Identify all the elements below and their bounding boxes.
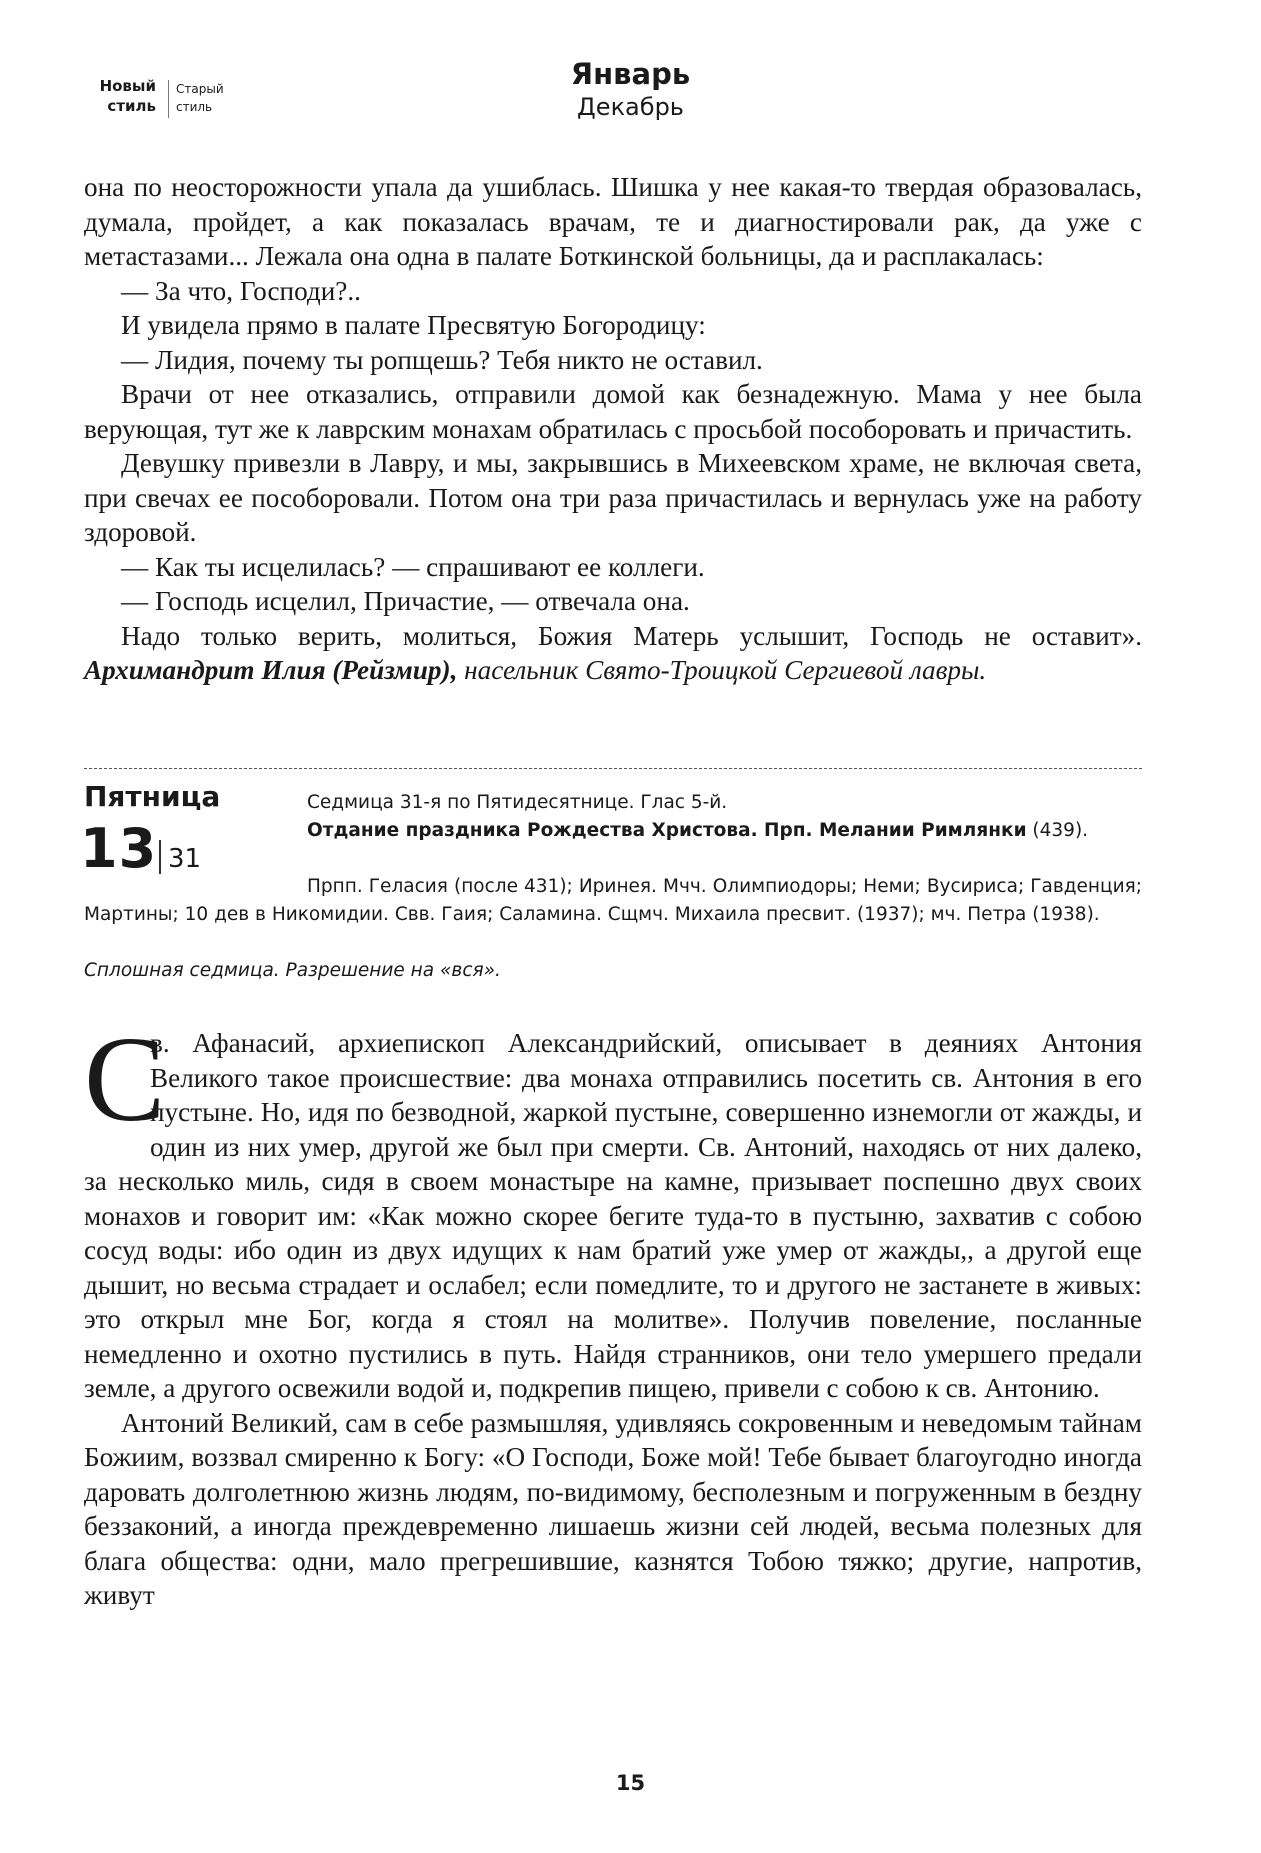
day-number: 13 — [80, 817, 158, 880]
paragraph: — За что, Господи?.. — [121, 275, 361, 306]
month-new-style: Январь — [570, 57, 691, 91]
page-number: 15 — [615, 1771, 646, 1795]
old-style-text: Старый стиль — [176, 82, 224, 114]
drop-cap: С — [84, 1012, 166, 1147]
paragraph: Антоний Великий, сам в себе размышляя, удивляясь сокровенным и неведомым тайнам Божиим, воззвал смиренно к Богу: «О Господи, Боже мой! Тебе бывает благоугодно иногда даровать долголетнюю жизнь людям, по-видимому, бесполезным и погруженным в бездну беззаконий, а иногда преждевременно лишаешь жизни сей людей, весьма полезных для блага общества: одни, мало прегрешившие, казнятся Тобою тяжко; другие, напротив, живут — [84, 1407, 1142, 1610]
paragraph: Девушку привезли в Лавру, и мы, закрывшись в Михеевском храме, не включая света, при свечах ее пособоровали. Потом она три раза причастилась и вернулась уже на работу здоровой. — [84, 448, 1142, 547]
feast-year: (439). — [1032, 820, 1089, 841]
new-style-text: Новый стиль — [99, 77, 156, 115]
saints-list: Прпп. Геласия (после 431); Иринея. Мчч. Олимпиодоры; Неми; Вусириса; Гавденция; Мартины; 10 дев в Никомидии. Свв. Гаия; Саламина. Сщмч. Михаила пресвит. (1937); мч. Петра (1938). — [84, 876, 1142, 925]
paragraph: — Как ты исцелилась? — спрашивают ее коллеги. — [121, 551, 705, 582]
paragraph: — Лидия, почему ты ропщешь? Тебя никто не оставил. — [121, 344, 763, 375]
feast-name: Отдание праздника Рождества Христова. Прп. Мелании Римлянки — [307, 820, 1027, 841]
author-name: Архимандрит Илия (Рейзмир), — [84, 655, 458, 685]
section-divider — [84, 768, 1142, 769]
old-style-day-number: 31 — [168, 844, 202, 874]
paragraph: И увидела прямо в палате Пресвятую Богородицу: — [121, 310, 706, 340]
fasting-rule: Сплошная седмица. Разрешение на «вся». — [84, 960, 501, 981]
paragraph — [84, 1012, 1142, 1406]
paragraph: она по неосторожности упала да ушиблась. Шишка у нее какая-то твердая образовалась, думала, пройдет, а как показалась врачам, те и диагностировали рак, да уже с метастазами... Лежала она одна в палате Боткинской больницы, да и расплакалась: — [84, 172, 1142, 271]
week-info: Седмица 31-я по Пятидесятнице. Глас 5-й. — [307, 792, 728, 813]
weekday: Пятница — [84, 780, 221, 813]
paragraph: — Господь исцелил, Причастие, — отвечала она. — [121, 586, 690, 616]
story-continuation — [84, 170, 1142, 688]
closing-paragraph — [84, 619, 1142, 688]
feast-title — [307, 817, 1142, 845]
day-number-separator — [159, 840, 161, 874]
first-paragraph-text: в. Афанасий, архиепископ Александрийский, описывает в деяниях Антония Великого такое происшествие: два монаха отправились посетить св. Антония в его пустыне. Но, идя по безводной, жаркой пустыне, совершенно изнемогли от жажды, и один из них умер, другой же был при смерти. Св. Антоний, находясь от них далеко, за несколько миль, сидя в своем монастыре на камне, призывает поспешно двух своих монахов и говорит им: «Как можно скорее бегите туда-то в пустыню, захватив с собою сосуд воды: ибо один из двух идущих к нам братий уже умер от жажды,, а другой еще дышит, но весьма страдает и ослабел; если помедлите, то и другого не застанете в живых: это открыл мне Бог, когда я стоял на молитве». Получив повеление, посланные немедленно и охотно пустились в путь. Найдя странников, они тело умершего предали земле, а другого освежили водой и, подкрепив пищею, привели с собою к св. Антонию. — [84, 1028, 1142, 1403]
closing-text: Надо только верить, молиться, Божия Матерь услышит, Господь не оставит». — [121, 620, 1142, 651]
month-old-style: Декабрь — [577, 93, 684, 121]
author-role: насельник Свято-Троицкой Сергиевой лавры. — [464, 655, 987, 685]
story-main — [84, 1012, 1142, 1613]
paragraph: Врачи от нее отказались, отправили домой как безнадежную. Мама у нее была верующая, тут же к лаврским монахам обратилась с просьбой пособоровать и причастить. — [84, 379, 1142, 444]
